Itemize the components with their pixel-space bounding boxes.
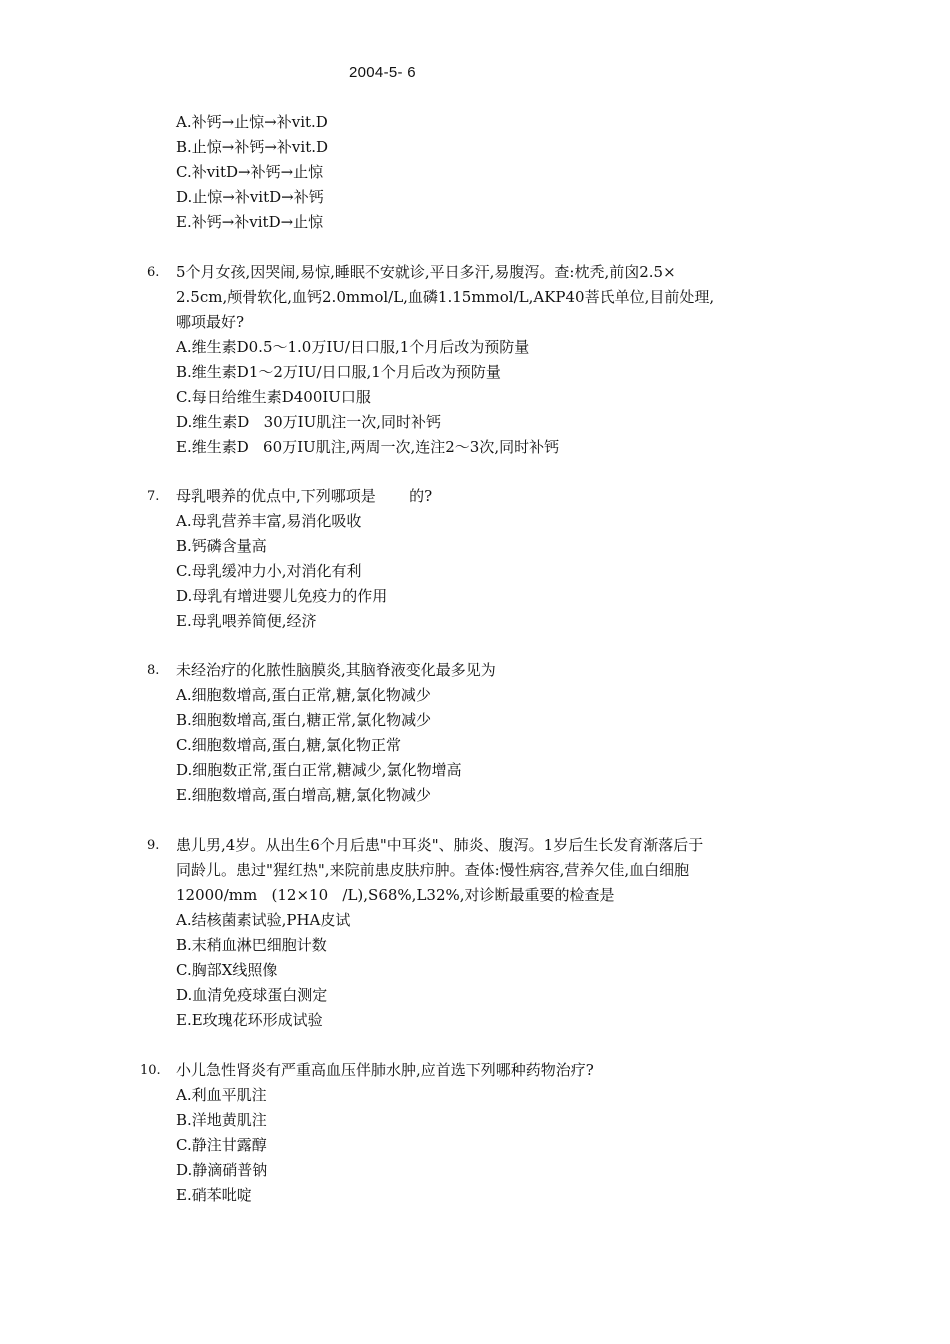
question-stem-line: 未经治疗的化脓性脑膜炎,其脑脊液变化最多见为 — [176, 661, 496, 679]
option-line: B.细胞数增高,蛋白,糖正常,氯化物减少 — [176, 711, 432, 729]
question-stem-line: 2.5cm,颅骨软化,血钙2.0mmol/L,血磷1.15mmol/L,AKP40菩氏单位,目前处理, — [176, 288, 715, 306]
option-line: E.补钙→补vitD→止惊 — [176, 213, 324, 231]
question-number: 7. — [147, 489, 160, 504]
question-number: 10. — [140, 1063, 161, 1078]
option-line: B.洋地黄肌注 — [176, 1111, 267, 1129]
option-line: B.维生素D1～2万IU/日口服,1个月后改为预防量 — [176, 363, 501, 381]
option-line: E.细胞数增高,蛋白增高,糖,氯化物减少 — [176, 786, 432, 804]
option-line: D.维生素D 30万IU肌注一次,同时补钙 — [176, 413, 442, 431]
option-line: C.母乳缓冲力小,对消化有利 — [176, 562, 362, 580]
option-line: E.E玫瑰花环形成试验 — [176, 1011, 323, 1029]
option-line: A.维生素D0.5～1.0万IU/日口服,1个月后改为预防量 — [176, 338, 530, 356]
option-line: E.维生素D 60万IU肌注,两周一次,连注2～3次,同时补钙 — [176, 438, 560, 456]
option-line: E.硝苯吡啶 — [176, 1186, 252, 1204]
option-line: D.细胞数正常,蛋白正常,糖减少,氯化物增高 — [176, 761, 462, 779]
option-line: D.血清免疫球蛋白测定 — [176, 986, 328, 1004]
page-date: 2004-5- 6 — [349, 64, 416, 81]
question-stem-line: 12000/mm (12×10 /L),S68%,L32%,对诊断最重要的检查是 — [176, 886, 615, 904]
question-stem-line: 哪项最好? — [176, 313, 245, 331]
question-stem-line: 母乳喂养的优点中,下列哪项是 的? — [176, 487, 433, 505]
option-line: B.末稍血淋巴细胞计数 — [176, 936, 327, 954]
option-line: A.补钙→止惊→补vit.D — [176, 113, 328, 131]
option-line: C.每日给维生素D400IU口服 — [176, 388, 371, 406]
question-number: 6. — [147, 265, 160, 280]
question-number: 8. — [147, 663, 160, 678]
option-line: D.母乳有增进婴儿免疫力的作用 — [176, 587, 388, 605]
option-line: C.细胞数增高,蛋白,糖,氯化物正常 — [176, 736, 402, 754]
option-line: C.补vitD→补钙→止惊 — [176, 163, 324, 181]
option-line: A.结核菌素试验,PHA皮试 — [176, 911, 351, 929]
option-line: C.静注甘露醇 — [176, 1136, 267, 1154]
question-stem-line: 同龄儿。患过"猩红热",来院前患皮肤疖肿。查体:慢性病容,营养欠佳,血白细胞 — [176, 861, 690, 879]
option-line: C.胸部X线照像 — [176, 961, 278, 979]
question-stem-line: 小儿急性肾炎有严重高血压伴肺水肿,应首选下列哪种药物治疗? — [176, 1061, 594, 1079]
option-line: B.止惊→补钙→补vit.D — [176, 138, 329, 156]
option-line: E.母乳喂养简便,经济 — [176, 612, 317, 630]
option-line: A.母乳营养丰富,易消化吸收 — [176, 512, 362, 530]
question-stem-line: 5个月女孩,因哭闹,易惊,睡眠不安就诊,平日多汗,易腹泻。查:枕秃,前囟2.5× — [176, 263, 676, 281]
option-line: B.钙磷含量高 — [176, 537, 267, 555]
question-stem-line: 患儿男,4岁。从出生6个月后患"中耳炎"、肺炎、腹泻。1岁后生长发育渐落后于 — [176, 836, 704, 854]
option-line: D.静滴硝普钠 — [176, 1161, 268, 1179]
question-number: 9. — [147, 838, 160, 853]
option-line: D.止惊→补vitD→补钙 — [176, 188, 324, 206]
option-line: A.细胞数增高,蛋白正常,糖,氯化物减少 — [176, 686, 431, 704]
option-line: A.利血平肌注 — [176, 1086, 267, 1104]
